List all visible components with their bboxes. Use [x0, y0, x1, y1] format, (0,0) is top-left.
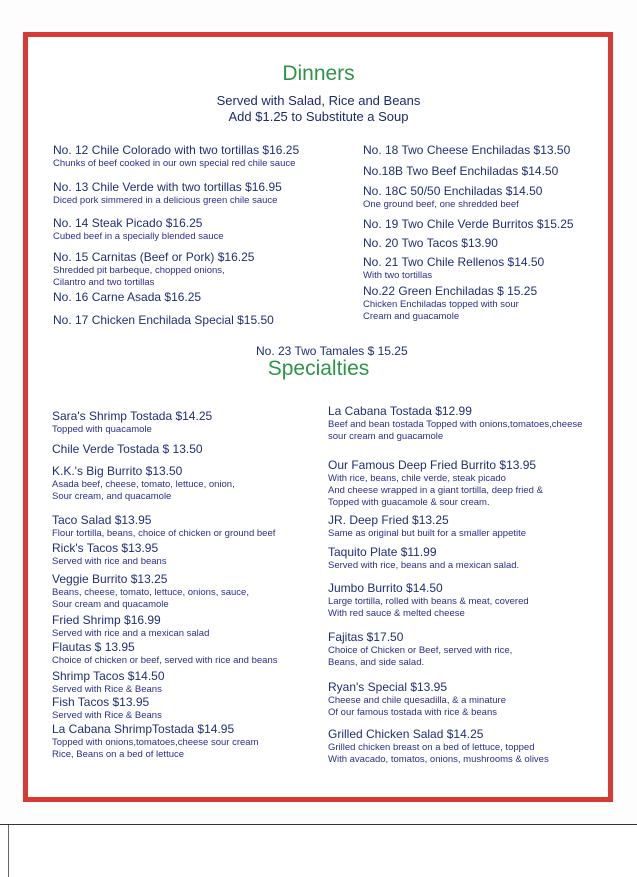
specialty-item-description: Sour cream, and quacamole: [52, 491, 172, 502]
specialty-item-name: JR. Deep Fried $13.25: [328, 513, 449, 527]
specialty-item-description: Served with rice, beans and a mexican salad.: [328, 560, 520, 571]
dinner-item-description: Shredded pit barbeque, chopped onions,: [53, 265, 225, 276]
specialty-item-description: Served with rice and beans: [52, 556, 167, 567]
specialty-item-name: Sara's Shrimp Tostada $14.25: [52, 409, 213, 423]
specialty-item-name: Our Famous Deep Fried Burrito $13.95: [328, 458, 537, 472]
dinner-item-description: Cubed beef in a specially blended sauce: [53, 231, 224, 242]
dinner-item-name: No. 13 Chile Verde with two tortillas $16.95: [53, 180, 282, 194]
specialty-item-description: Topped with onions,tomatoes,cheese sour cream: [52, 737, 259, 748]
dinner-item-description: With two tortillas: [363, 270, 433, 281]
specialty-item-description: Grilled chicken breast on a bed of lettuce, topped: [328, 742, 535, 753]
specialty-item: [52, 613, 209, 640]
dinner-item-description: Cream and guacamole: [363, 311, 460, 322]
specialty-item-description: With avacado, tomatos, onions, mushrooms & olives: [328, 754, 549, 765]
dinner-item-name: No. 15 Carnitas (Beef or Pork) $16.25: [53, 250, 255, 264]
specialty-item-name: Grilled Chicken Salad $14.25: [328, 727, 484, 741]
dinner-item-description: Chicken Enchiladas topped with sour: [363, 299, 519, 310]
dinner-item-name: No. 14 Steak Picado $16.25: [53, 216, 203, 230]
dinner-item: [53, 180, 282, 207]
dinner-item-name: No. 17 Chicken Enchilada Special $15.50: [53, 313, 274, 327]
specialty-item-description: Served with Rice & Beans: [52, 684, 162, 695]
specialty-item-description: Choice of Chicken or Beef, served with rice,: [328, 645, 513, 656]
dinners-soup-note: Add $1.25 to Substitute a Soup: [228, 109, 409, 124]
specialty-item: [328, 581, 529, 620]
specialty-item: [328, 630, 512, 669]
specialty-item-description: Asada beef, cheese, tomato, lettuce, onion,: [52, 479, 235, 490]
specialty-item-description: Rice, Beans on a bed of lettuce: [52, 749, 185, 760]
dinner-item-description: Diced pork simmered in a delicious green chile sauce: [53, 195, 278, 206]
specialty-item: [52, 409, 212, 436]
specialty-item: [52, 572, 249, 611]
specialty-item: [328, 404, 582, 443]
specialty-item-description: Topped with guacamole & sour cream.: [328, 497, 490, 508]
specialty-item-name: Jumbo Burrito $14.50: [328, 581, 443, 595]
specialty-item-name: La Cabana ShrimpTostada $14.95: [52, 722, 235, 736]
dinner-item-name: No. 23 Two Tamales $ 15.25: [256, 344, 408, 358]
specialty-item-description: With rice, beans, chile verde, steak picado: [328, 473, 506, 484]
specialty-item-description: Beans, and side salad.: [328, 657, 425, 668]
specialty-item: [328, 545, 519, 572]
specialty-item-description: Beef and bean tostada Topped with onions,tomatoes,cheese: [328, 419, 583, 430]
specialty-item-name: La Cabana Tostada $12.99: [328, 404, 472, 418]
dinner-item: [363, 164, 558, 179]
specialty-item-description: Topped with quacamole: [52, 424, 152, 435]
dinner-item: [53, 313, 274, 328]
specialty-item-name: Fajitas $17.50: [328, 630, 404, 644]
specialty-item-description: Served with Rice & Beans: [52, 710, 162, 721]
specialty-item: [328, 513, 526, 540]
specialty-item-description: With red sauce & melted cheese: [328, 608, 465, 619]
specialty-item: [328, 680, 506, 719]
specialty-item-name: Rick's Tacos $13.95: [52, 541, 159, 555]
dinner-item-description: One ground beef, one shredded beef: [363, 199, 519, 210]
specialty-item-name: Taquito Plate $11.99: [328, 545, 437, 559]
dinner-item: [363, 236, 498, 251]
dinner-item: [363, 217, 574, 232]
dinner-item: [53, 216, 224, 243]
specialty-item-name: K.K.'s Big Burrito $13.50: [52, 464, 183, 478]
specialty-item: [52, 695, 162, 722]
dinner-item: [363, 143, 570, 158]
dinner-item: [53, 143, 299, 170]
specialty-item-description: Flour tortilla, beans, choice of chicken or ground beef: [52, 528, 276, 539]
dinner-item-name: No. 18 Two Cheese Enchiladas $13.50: [363, 143, 571, 157]
dinner-item: [363, 255, 544, 282]
specialty-item: [52, 722, 258, 761]
specialty-item-description: Beans, cheese, tomato, lettuce, onions, sauce,: [52, 587, 249, 598]
specialty-item-name: Flautas $ 13.95: [52, 640, 135, 654]
specialty-item: [52, 669, 165, 696]
specialty-item-name: Chile Verde Tostada $ 13.50: [52, 442, 203, 456]
specialty-item-description: Same as original but built for a smaller appetite: [328, 528, 527, 539]
specialty-item-description: Cheese and chile quesadilla, & a minature: [328, 695, 506, 706]
specialty-item: [328, 727, 549, 766]
specialty-item-name: Taco Salad $13.95: [52, 513, 152, 527]
dinner-item-name: No. 19 Two Chile Verde Burritos $15.25: [363, 217, 574, 231]
specialty-item-name: Fish Tacos $13.95: [52, 695, 150, 709]
dinner-item-name: No. 12 Chile Colorado with two tortillas $16.25: [53, 143, 300, 157]
dinner-item: [363, 184, 542, 211]
dinner-item-name: No. 20 Two Tacos $13.90: [363, 236, 498, 250]
specialty-item: [52, 640, 278, 667]
dinner-item-name: No. 18C 50/50 Enchiladas $14.50: [363, 184, 543, 198]
dinner-item-name: No.18B Two Beef Enchiladas $14.50: [363, 164, 559, 178]
specialty-item-description: And cheese wrapped in a giant tortilla, deep fried &: [328, 485, 543, 496]
dinners-subtitle: Served with Salad, Rice and Beans: [216, 93, 421, 108]
specialty-item-description: sour cream and guacamole: [328, 431, 444, 442]
specialty-item-description: Large tortilla, rolled with beans & meat, covered: [328, 596, 529, 607]
specialty-item-name: Fried Shrimp $16.99: [52, 613, 161, 627]
specialty-item: [52, 442, 203, 457]
specialty-item-name: Veggie Burrito $13.25: [52, 572, 168, 586]
dinner-item-description: Chunks of beef cooked in our own special red chile sauce: [53, 158, 296, 169]
scan-bottom-edge: [0, 824, 637, 877]
specialty-item-name: Shrimp Tacos $14.50: [52, 669, 165, 683]
dinner-item-name: No. 16 Carne Asada $16.25: [53, 290, 202, 304]
specialty-item: [328, 458, 543, 509]
dinner-item: [53, 290, 201, 305]
specialty-item-name: Ryan's Special $13.95: [328, 680, 448, 694]
specialty-item: [52, 464, 235, 503]
dinner-item: [363, 284, 537, 323]
specialty-item-description: Sour cream and quacamole: [52, 599, 169, 610]
dinner-item-name: No. 21 Two Chile Rellenos $14.50: [363, 255, 545, 269]
dinner-item: [53, 250, 254, 289]
specialty-item-description: Served with rice and a mexican salad: [52, 628, 210, 639]
dinner-item-description: Cilantro and two tortillas: [53, 277, 155, 288]
specialties-heading: Specialties: [267, 357, 370, 380]
specialty-item: [52, 513, 275, 540]
dinner-item-name: No.22 Green Enchiladas $ 15.25: [363, 284, 538, 298]
specialty-item-description: Choice of chicken or beef, served with rice and beans: [52, 655, 278, 666]
specialty-item-description: Of our famous tostada with rice & beans: [328, 707, 497, 718]
dinners-heading: Dinners: [282, 62, 355, 85]
specialty-item: [52, 541, 167, 568]
